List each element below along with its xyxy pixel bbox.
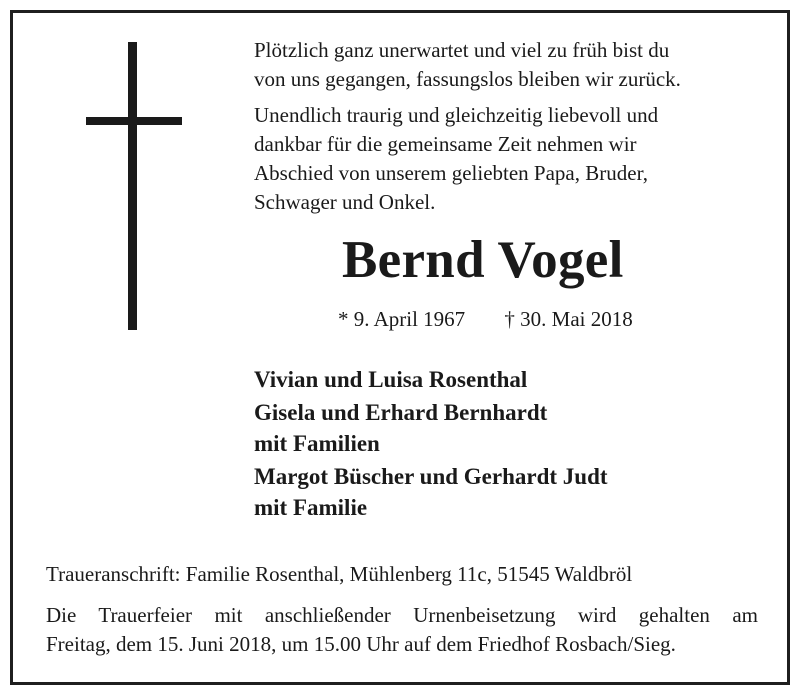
deceased-name: Bernd Vogel	[342, 231, 624, 289]
intro-text	[254, 36, 774, 217]
mourners-list	[254, 364, 774, 523]
ceremony-info	[46, 601, 758, 659]
birth-date: * 9. April 1967	[338, 307, 466, 331]
intro-paragraph-1: Plötzlich ganz unerwartet und viel zu früh bist du von uns gegangen, fassungslos bleiben wir zurück.	[254, 38, 681, 91]
ceremony-line-2: Freitag, dem 15. Juni 2018, um 15.00 Uhr auf dem Friedhof Rosbach/Sieg.	[46, 632, 676, 656]
intro-paragraph-2: Unendlich traurig und gleichzeitig liebevoll und dankbar für die gemeinsame Zeit nehmen wir Abschied von unserem geliebten Papa, Bruder, Schwager und Onkel.	[254, 103, 659, 214]
mourning-address: Traueranschrift: Familie Rosenthal, Mühlenberg 11c, 51545 Waldbröl	[46, 562, 633, 586]
mourner-group: Gisela und Erhard Bernhardt mit Familien	[254, 400, 548, 456]
ceremony-line-1: Die Trauerfeier mit anschließender Urnenbeisetzung wird gehalten am	[46, 603, 758, 627]
cross-vertical-bar	[128, 42, 137, 330]
mourner-group: Margot Büscher und Gerhardt Judt mit Familie	[254, 464, 608, 520]
death-date: † 30. Mai 2018	[504, 307, 633, 331]
mourner-group: Vivian und Luisa Rosenthal	[254, 367, 528, 392]
cross-horizontal-bar	[86, 117, 182, 125]
life-dates	[338, 307, 633, 332]
